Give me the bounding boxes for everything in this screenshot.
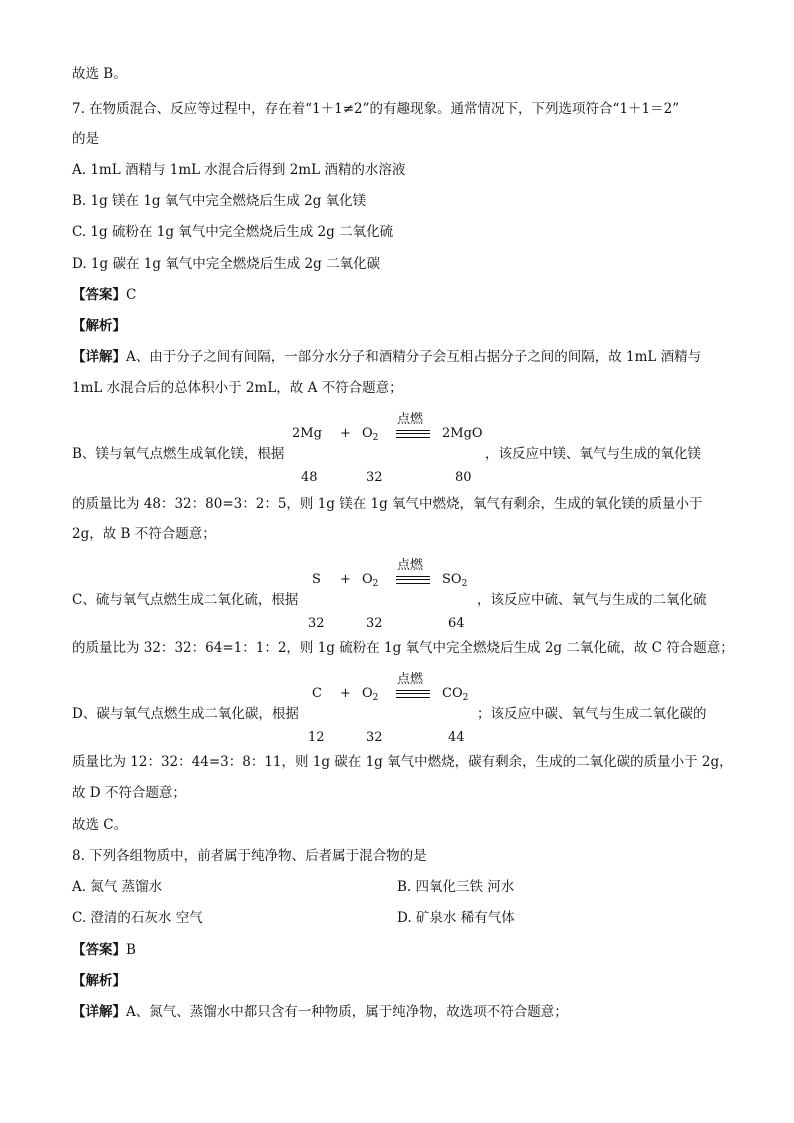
analysis-8-label: 【解析】 [72, 973, 126, 989]
equation-d-arrow [396, 690, 430, 698]
equation-c-block [72, 554, 732, 644]
q8-option-d: D. 矿泉水 稀有气体 [397, 910, 515, 926]
option-c: C. 1g 硫粉在 1g 氧气中完全燃烧后生成 2g 二氧化硫 [72, 224, 394, 240]
answer-value: C [126, 287, 137, 303]
detail-a-line2: 1mL 水混合后的总体积小于 2mL，故 A 不符合题意； [72, 380, 403, 396]
equation-c-reactant1: S [312, 572, 321, 587]
equation-d-condition: 点燃 [397, 672, 424, 687]
equation-d-product: $CO_2$ [442, 686, 469, 703]
answer-8-line: 【答案】B [72, 942, 136, 958]
equation-b-block [72, 408, 732, 498]
option-b: B. 1g 镁在 1g 氧气中完全燃烧后生成 2g 氧化镁 [72, 193, 367, 209]
equation-b-intro: B、镁与氧气点燃生成氧化镁，根据 [72, 446, 285, 462]
conclusion-c: 故选 C。 [72, 817, 128, 833]
equation-b-arrow [396, 430, 430, 438]
equation-b-mass2: 32 [366, 470, 383, 485]
detail-d-line2: 故 D 不符合题意； [72, 785, 186, 801]
option-a: A. 1mL 酒精与 1mL 水混合后得到 2mL 酒精的水溶液 [72, 162, 406, 178]
equation-c-mass1: 32 [308, 616, 325, 631]
equation-b-reactant2: $O_2$ [362, 426, 379, 443]
equation-b-condition: 点燃 [397, 412, 424, 427]
equation-b-plus: + [340, 426, 351, 441]
equation-c-plus: + [340, 572, 351, 587]
equation-b-mass3: 80 [455, 470, 472, 485]
equation-c-condition: 点燃 [397, 558, 424, 573]
q8-option-c: C. 澄清的石灰水 空气 [72, 910, 203, 926]
equation-c-after: ，该反应中硫、氧气与生成的二氧化硫 [477, 592, 707, 608]
detail-b-line2: 2g，故 B 不符合题意； [72, 526, 216, 542]
equation-c-arrow [396, 576, 430, 584]
equation-d-plus: + [340, 686, 351, 701]
answer-line [72, 285, 136, 305]
question-7-stem-cont: 的是 [72, 131, 99, 147]
question-8-stem: 8. 下列各组物质中，前者属于纯净物、后者属于混合物的是 [72, 848, 427, 864]
equation-c-mass3: 64 [448, 616, 465, 631]
answer-8-value: B [126, 942, 136, 958]
equation-d-reactant1: C [312, 686, 322, 701]
equation-d-mass2: 32 [366, 730, 383, 745]
detail-c-line1: 的质量比为 32：32：64=1：1：2，则 1g 硫粉在 1g 氧气中完全燃烧后生成 2g 二氧化硫，故 C 符合题意； [72, 640, 734, 656]
equation-c-product: $SO_2$ [442, 572, 468, 589]
equation-d-block [72, 668, 732, 758]
detail-label: 【详解】 [72, 349, 126, 365]
equation-c-reactant2: $O_2$ [362, 572, 379, 589]
equation-d-mass3: 44 [448, 730, 465, 745]
question-7-stem: 7. 在物质混合、反应等过程中，存在着“1＋1≠2”的有趣现象。通常情况下，下列选项符合“1＋1＝2” [72, 101, 680, 117]
equation-d-reactant2: $O_2$ [362, 686, 379, 703]
equation-b-product: 2MgO [442, 426, 483, 441]
detail-a-line1: 【详解】A、由于分子之间有间隔，一部分水分子和酒精分子会互相占据分子之间的间隔，故 1mL 酒精与 [72, 349, 702, 365]
answer-label: 【答案】 [72, 287, 126, 303]
option-d: D. 1g 碳在 1g 氧气中完全燃烧后生成 2g 二氧化碳 [72, 256, 381, 272]
detail-8a-line: 【详解】A、氮气、蒸馏水中都只含有一种物质，属于纯净物，故选项不符合题意； [72, 1004, 568, 1020]
detail-b-line1: 的质量比为 48：32：80=3：2：5，则 1g 镁在 1g 氧气中燃烧，氧气有剩余，生成的氧化镁的质量小于 [72, 496, 703, 512]
equation-c-intro: C、硫与氧气点燃生成二氧化硫，根据 [72, 592, 299, 608]
equation-b-mass1: 48 [301, 470, 318, 485]
equation-d-mass1: 12 [308, 730, 325, 745]
analysis-label: 【解析】 [72, 318, 126, 334]
equation-d-intro: D、碳与氧气点燃生成二氧化碳，根据 [72, 706, 299, 722]
q8-option-a: A. 氮气 蒸馏水 [72, 879, 163, 895]
q8-option-b: B. 四氧化三铁 河水 [397, 879, 515, 895]
equation-d-after: ；该反应中碳、氧气与生成二氧化碳的 [477, 706, 707, 722]
equation-c-mass2: 32 [366, 616, 383, 631]
equation-b-reactant1: 2Mg [292, 426, 322, 441]
equation-b-after: ，该反应中镁、氧气与生成的氧化镁 [485, 446, 701, 462]
detail-d-line1: 质量比为 12：32：44=3：8：11，则 1g 碳在 1g 氧气中燃烧，碳有剩余，生成的二氧化碳的质量小于 2g， [72, 754, 733, 770]
conclusion-line: 故选 B。 [72, 66, 127, 82]
